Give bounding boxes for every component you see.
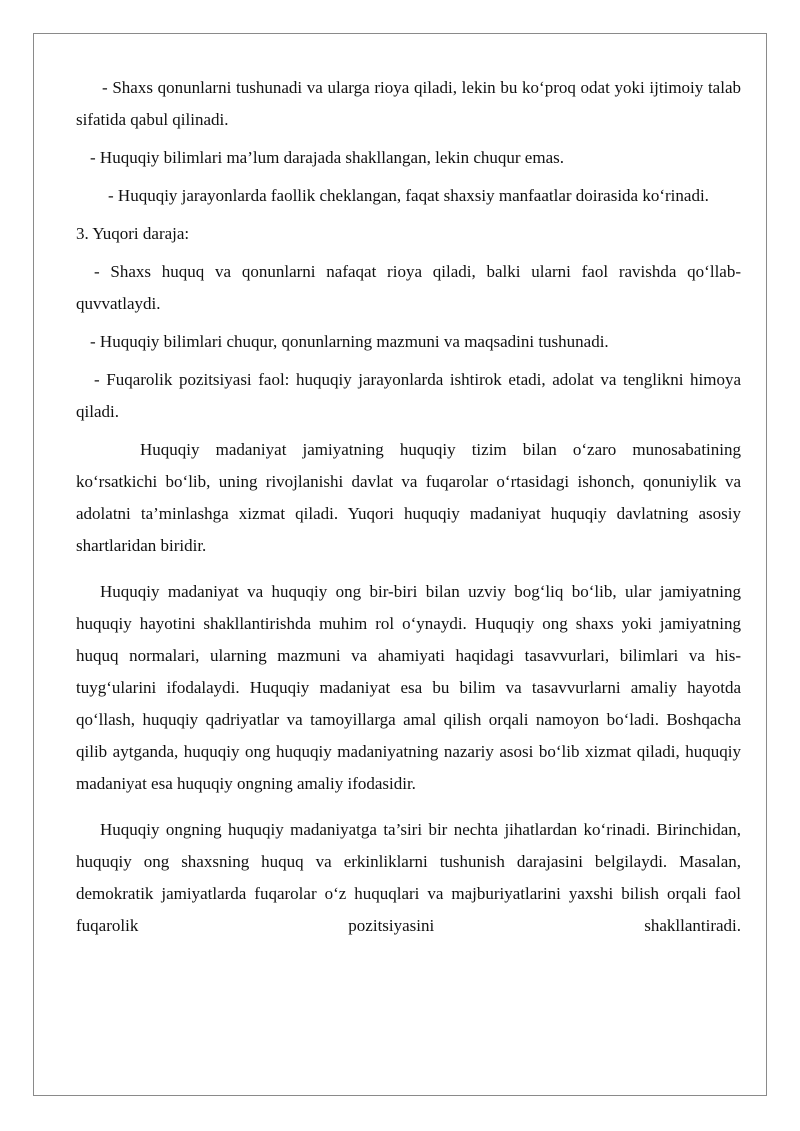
bullet-paragraph: - Shaxs qonunlarni tushunadi va ularga rioya qiladi, lekin bu ko‘proq odat yoki ijtimoiy talab sifatida qabul qilinadi. — [76, 78, 741, 129]
section-heading: 3. Yuqori daraja: — [76, 224, 190, 243]
body-paragraph: Huquqiy madaniyat jamiyatning huquqiy tizim bilan o‘zaro munosabatining ko‘rsatkichi bo‘lib, uning rivojlanishi davlat va fuqarolar o‘rtasidagi ishonch, qonuniylik va adolatni ta’minlashga xizmat qiladi. Yuqori huquqiy madaniyat huquqiy davlatning asosiy shartlaridan biridir. — [76, 440, 741, 555]
bullet-paragraph: - Huquqiy bilimlari chuqur, qonunlarning mazmuni va maqsadini tushunadi. — [90, 332, 609, 351]
body-paragraph: Huquqiy ongning huquqiy madaniyatga ta’siri bir nechta jihatlardan ko‘rinadi. Birinchidan, huquqiy ong shaxsning huquq va erkinliklarni tushunish darajasini belgilaydi. Masalan, demokratik jamiyatlarda fuqarolar o‘z huquqlari va majburiyatlarini yaxshi bilish orqali faol fuqarolik pozitsiyasini shakllantiradi. — [76, 820, 741, 935]
body-paragraph: Huquqiy madaniyat va huquqiy ong bir-biri bilan uzviy bog‘liq bo‘lib, ular jamiyatning huquqiy hayotini shakllantirishda muhim rol o‘ynaydi. Huquqiy ong shaxs yoki jamiyatning huquq normalari, ularning mazmuni va ahamiyati haqidagi tasavvurlari, bilimlari va his-tuyg‘ularini ifodalaydi. Huquqiy madaniyat esa bu bilim va tasavvurlarni amaliy hayotda qo‘llash, huquqiy qadriyatlar va tamoyillarga amal qilish orqali namoyon bo‘ladi. Boshqacha qilib aytganda, huquqiy ong huquqiy madaniyatning nazariy asosi bo‘lib xizmat qiladi, huquqiy madaniyat esa huquqiy ongning amaliy ifodasidir. — [76, 582, 741, 793]
bullet-paragraph: - Fuqarolik pozitsiyasi faol: huquqiy jarayonlarda ishtirok etadi, adolat va tenglikni himoya qiladi. — [76, 370, 741, 421]
bullet-paragraph: - Huquqiy jarayonlarda faollik cheklangan, faqat shaxsiy manfaatlar doirasida ko‘rinadi. — [108, 186, 709, 205]
document-body — [76, 72, 741, 942]
bullet-paragraph: - Shaxs huquq va qonunlarni nafaqat rioya qiladi, balki ularni faol ravishda qo‘llab-quvvatlaydi. — [76, 262, 741, 313]
bullet-paragraph: - Huquqiy bilimlari ma’lum darajada shakllangan, lekin chuqur emas. — [90, 148, 564, 167]
